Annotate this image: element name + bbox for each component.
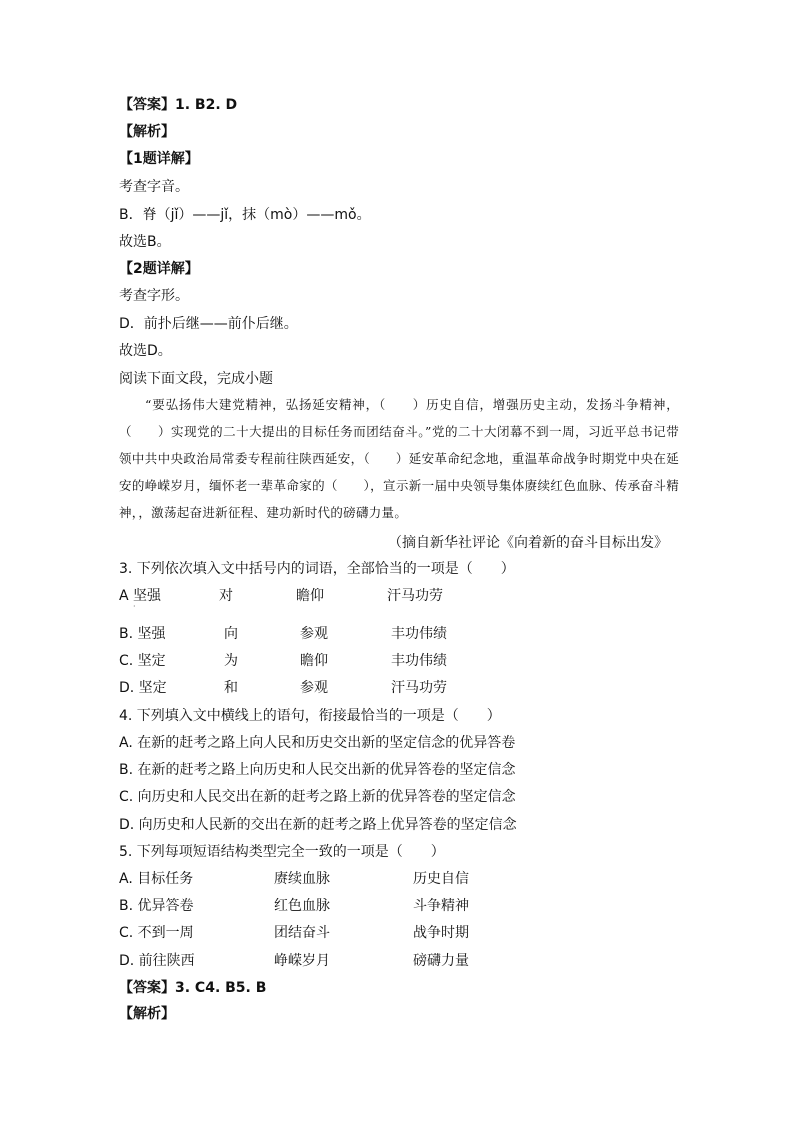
option-cell: 为 — [224, 653, 238, 669]
option-cell: 瞻仰 — [300, 653, 328, 669]
analysis-heading-2: 【解析】 — [119, 1006, 175, 1022]
option-cell: A 坚强 — [119, 588, 162, 604]
q2-detail-heading: 【2题详解】 — [119, 261, 199, 277]
analysis-heading-1: 【解析】 — [119, 124, 175, 140]
answer-2: 【答案】3. C4. B5. B — [119, 980, 267, 996]
option-cell: 丰功伟绩 — [391, 653, 447, 669]
option-cell: 赓续血脉 — [274, 871, 330, 887]
q4-option-a[interactable]: A. 在新的赶考之路上向人民和历史交出新的坚定信念的优异答卷 — [119, 735, 516, 751]
reading-intro: 阅读下面文段，完成小题 — [119, 371, 273, 387]
q4-option-c[interactable]: C. 向历史和人民交出在新的赶考之路上新的优异答卷的坚定信念 — [119, 789, 516, 805]
option-cell: B. 优异答卷 — [119, 898, 194, 914]
option-cell: 和 — [224, 680, 238, 696]
q4-option-b[interactable]: B. 在新的赶考之路上向历史和人民交出新的优异答卷的坚定信念 — [119, 762, 516, 778]
q1-detail-heading: 【1题详解】 — [119, 151, 199, 167]
option-cell: 磅礴力量 — [413, 953, 469, 969]
q2-line-1: 考查字形。 — [119, 288, 189, 304]
option-cell: 历史自信 — [413, 871, 469, 887]
question-3: 3. 下列依次填入文中括号内的词语，全部恰当的一项是（ ） — [119, 561, 515, 577]
option-cell: 瞻仰 — [296, 588, 324, 604]
q1-line-3: 故选B。 — [119, 234, 171, 250]
option-cell: C. 不到一周 — [119, 925, 194, 941]
option-cell: 汗马功劳 — [391, 680, 447, 696]
option-cell: 参观 — [300, 626, 328, 642]
q2-line-3: 故选D。 — [119, 343, 172, 359]
option-cell: 团结奋斗 — [274, 925, 330, 941]
q4-option-d[interactable]: D. 向历史和人民新的交出在新的赶考之路上优异答卷的坚定信念 — [119, 817, 517, 833]
answer-1: 【答案】1. B2. D — [119, 97, 238, 113]
option-cell: 战争时期 — [413, 925, 469, 941]
option-cell: A. 目标任务 — [119, 871, 194, 887]
option-cell: B. 坚强 — [119, 626, 166, 642]
option-cell: D. 前往陕西 — [119, 953, 195, 969]
passage-source: （摘自新华社评论《向着新的奋斗目标出发》 — [388, 535, 668, 551]
question-4: 4. 下列填入文中横线上的语句，衔接最恰当的一项是（ ） — [119, 708, 501, 724]
option-cell: 参观 — [300, 680, 328, 696]
reading-passage: “要弘扬伟大建党精神，弘扬延安精神，（ ）历史自信，增强历史主动，发扬斗争精神，（ ）实现党的二十大提出的目标任务而团结奋斗。”党的二十大闭幕不到一周，习近平总书记带领中共中央政治局常委专程前往陕西延安，（ ）延安革命纪念地，重温革命战争时期党中央在延安的峥嵘岁月，缅怀老一辈革命家的（ ），宣示新一届中央领导集体赓续红色血脉、传承奋斗精神，，激荡起奋进新征程、建功新时代的磅礴力量。 — [119, 397, 679, 520]
option-cell: 峥嵘岁月 — [274, 953, 330, 969]
option-cell: 丰功伟绩 — [391, 626, 447, 642]
option-cell: D. 坚定 — [119, 680, 167, 696]
option-cell: 汗马功劳 — [387, 588, 443, 604]
stray-dot: · — [133, 602, 136, 611]
option-cell: 向 — [224, 626, 238, 642]
option-cell: 红色血脉 — [274, 898, 330, 914]
option-cell: 斗争精神 — [413, 898, 469, 914]
question-5: 5. 下列每项短语结构类型完全一致的一项是（ ） — [119, 844, 445, 860]
q1-line-1: 考查字音。 — [119, 179, 189, 195]
option-cell: C. 坚定 — [119, 653, 166, 669]
q2-line-2: D．前扑后继——前仆后继。 — [119, 316, 298, 332]
option-cell: 对 — [219, 588, 233, 604]
q1-line-2: B．脊（jǐ）——jǐ，抹（mò）——mǒ。 — [119, 207, 371, 223]
